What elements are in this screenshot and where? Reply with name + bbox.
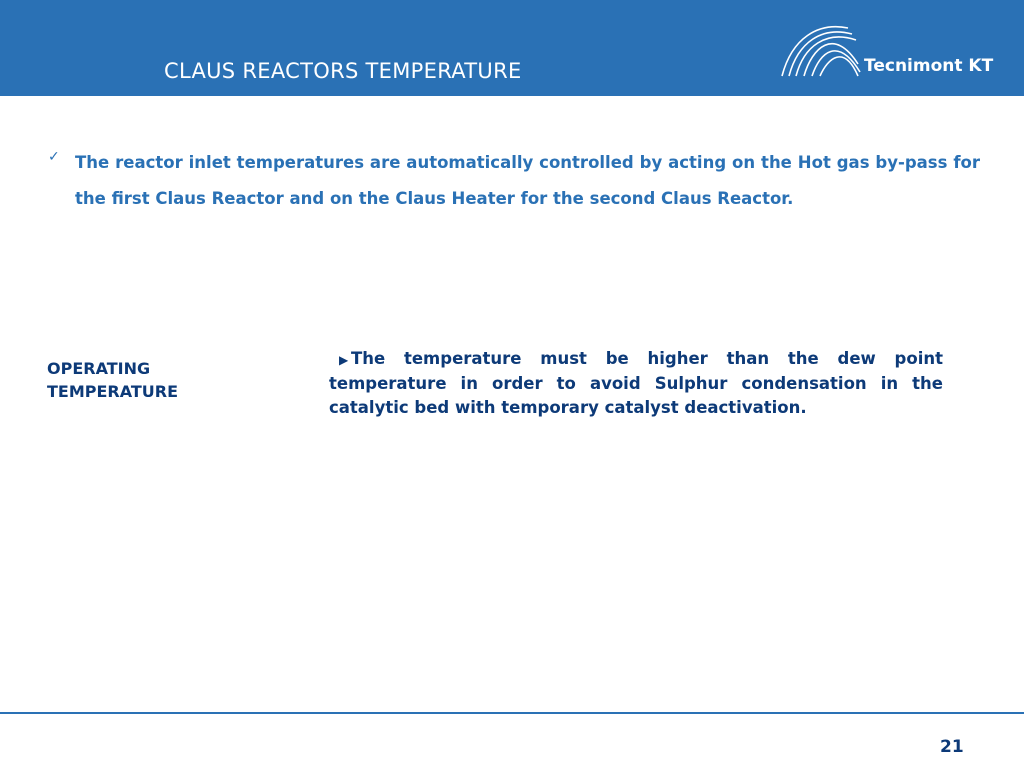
logo-wordmark: Tecnimont KT bbox=[864, 56, 994, 76]
dew-point-note bbox=[329, 347, 943, 420]
slide-title: CLAUS REACTORS TEMPERATURE bbox=[164, 59, 522, 83]
note-text: The temperature must be higher than the dew point temperature in order to avoid Sulphur condensation in the catalytic bed with temporary catalyst deactivation. bbox=[329, 349, 943, 417]
arc-logo-icon bbox=[778, 18, 868, 82]
operating-temperature-label: OPERATING TEMPERATURE bbox=[47, 359, 179, 401]
triangle-right-icon: ▶ bbox=[339, 353, 349, 367]
main-bullet bbox=[48, 145, 980, 217]
bullet-text: The reactor inlet temperatures are automatically controlled by acting on the Hot gas by-pass for the first Claus Reactor and on the Claus Heater for the second Claus Reactor. bbox=[75, 153, 980, 208]
check-icon: ✓ bbox=[48, 149, 60, 165]
page-number: 21 bbox=[940, 737, 964, 757]
company-logo bbox=[778, 18, 1008, 82]
slide-header bbox=[0, 0, 1024, 96]
footer-divider bbox=[0, 712, 1024, 714]
note-paragraph bbox=[329, 347, 943, 420]
